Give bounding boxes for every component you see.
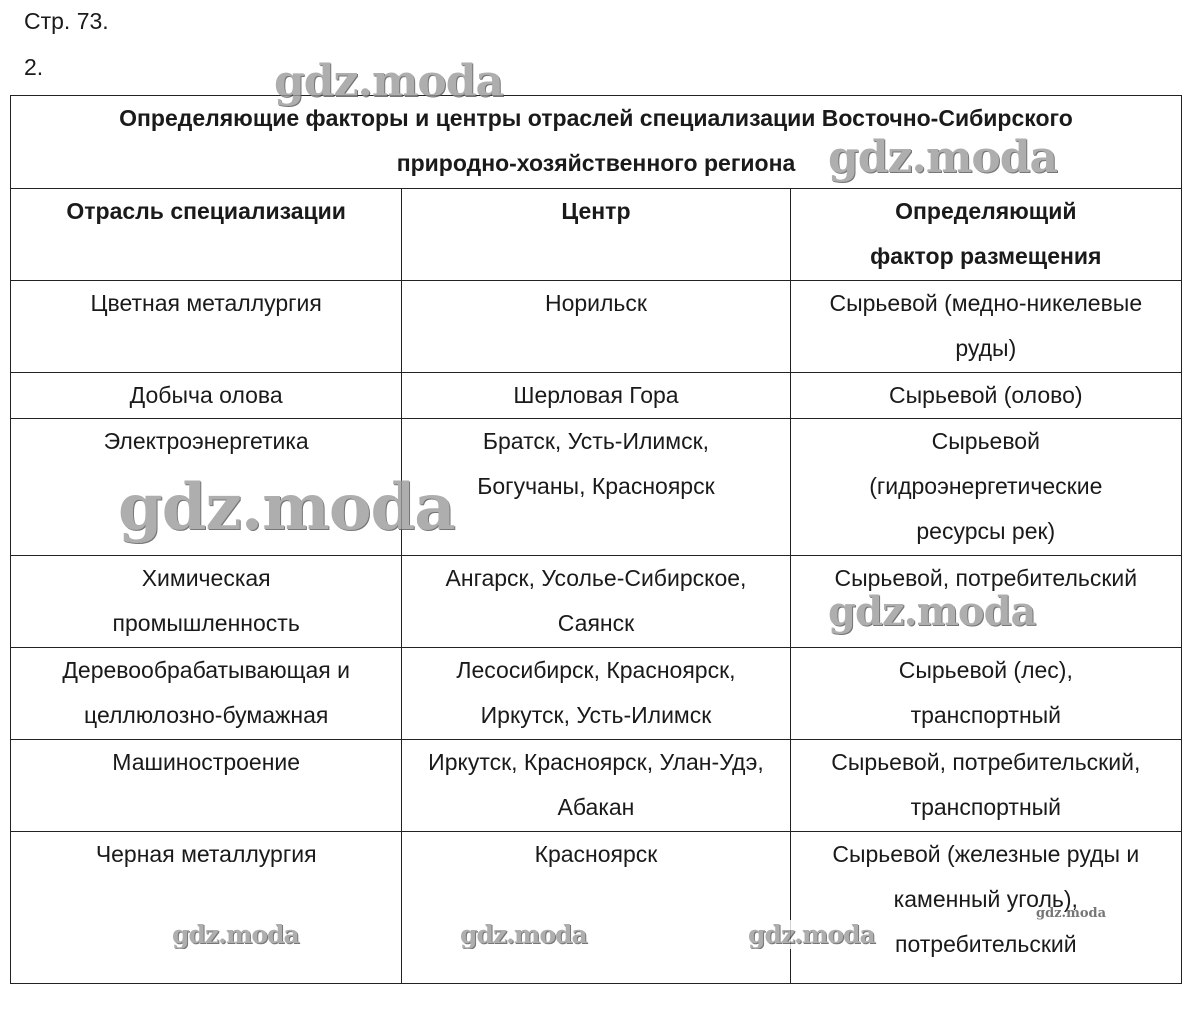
- watermark: gdz.moda: [460, 920, 587, 949]
- cell-center: Шерловая Гора: [402, 373, 790, 419]
- cell-factor: Сырьевой (лес), транспортный: [790, 648, 1181, 740]
- cell-industry: Цветная металлургия: [11, 281, 402, 373]
- table-row: [11, 648, 1182, 740]
- page-reference: Стр. 73.: [24, 8, 109, 34]
- task-number: 2.: [24, 54, 44, 80]
- header-center: Центр: [402, 189, 790, 281]
- table-header-row: [11, 189, 1182, 281]
- cell-center: Красноярск: [402, 832, 790, 984]
- table-title-line-2: природно-хозяйственного региона: [396, 150, 796, 176]
- cell-factor: Сырьевой, потребительский: [790, 556, 1181, 648]
- cell-industry: Машиностроение: [11, 740, 402, 832]
- cell-factor: Сырьевой, потребительский, транспортный: [790, 740, 1181, 832]
- table-row: [11, 832, 1182, 984]
- table-row: [11, 740, 1182, 832]
- cell-center: Братск, Усть-Илимск, Богучаны, Красноярск: [402, 419, 790, 556]
- header-factor: Определяющий фактор размещения: [790, 189, 1181, 281]
- cell-factor: Сырьевой (медно-никелевые руды): [790, 281, 1181, 373]
- cell-center: Норильск: [402, 281, 790, 373]
- cell-industry: Добыча олова: [11, 373, 402, 419]
- table-row: [11, 373, 1182, 419]
- watermark: gdz.moda: [828, 132, 1058, 183]
- cell-center: Лесосибирск, Красноярск, Иркутск, Усть-Илимск: [402, 648, 790, 740]
- table-title-line-1: Определяющие факторы и центры отраслей специализации Восточно-Сибирского: [119, 105, 1073, 131]
- watermark: gdz.moda: [748, 920, 875, 949]
- watermark: gdz.moda: [828, 588, 1036, 635]
- cell-factor: Сырьевой (олово): [790, 373, 1181, 419]
- header-industry: Отрасль специализации: [11, 189, 402, 281]
- watermark: gdz.moda: [118, 470, 455, 545]
- cell-industry: Деревообрабатывающая и целлюлозно-бумажная: [11, 648, 402, 740]
- cell-factor: Сырьевой (железные руды и каменный уголь), потребительский: [790, 832, 1181, 984]
- watermark: gdz.moda: [172, 920, 299, 949]
- watermark: gdz.moda: [1036, 906, 1107, 921]
- watermark: gdz.moda: [274, 56, 504, 107]
- cell-industry: Химическая промышленность: [11, 556, 402, 648]
- cell-industry: Электроэнергетика: [11, 419, 402, 556]
- cell-center: Иркутск, Красноярск, Улан-Удэ, Абакан: [402, 740, 790, 832]
- table-row: [11, 281, 1182, 373]
- cell-center: Ангарск, Усолье-Сибирское, Саянск: [402, 556, 790, 648]
- cell-factor: Сырьевой (гидроэнергетические ресурсы рек): [790, 419, 1181, 556]
- cell-industry: Черная металлургия: [11, 832, 402, 984]
